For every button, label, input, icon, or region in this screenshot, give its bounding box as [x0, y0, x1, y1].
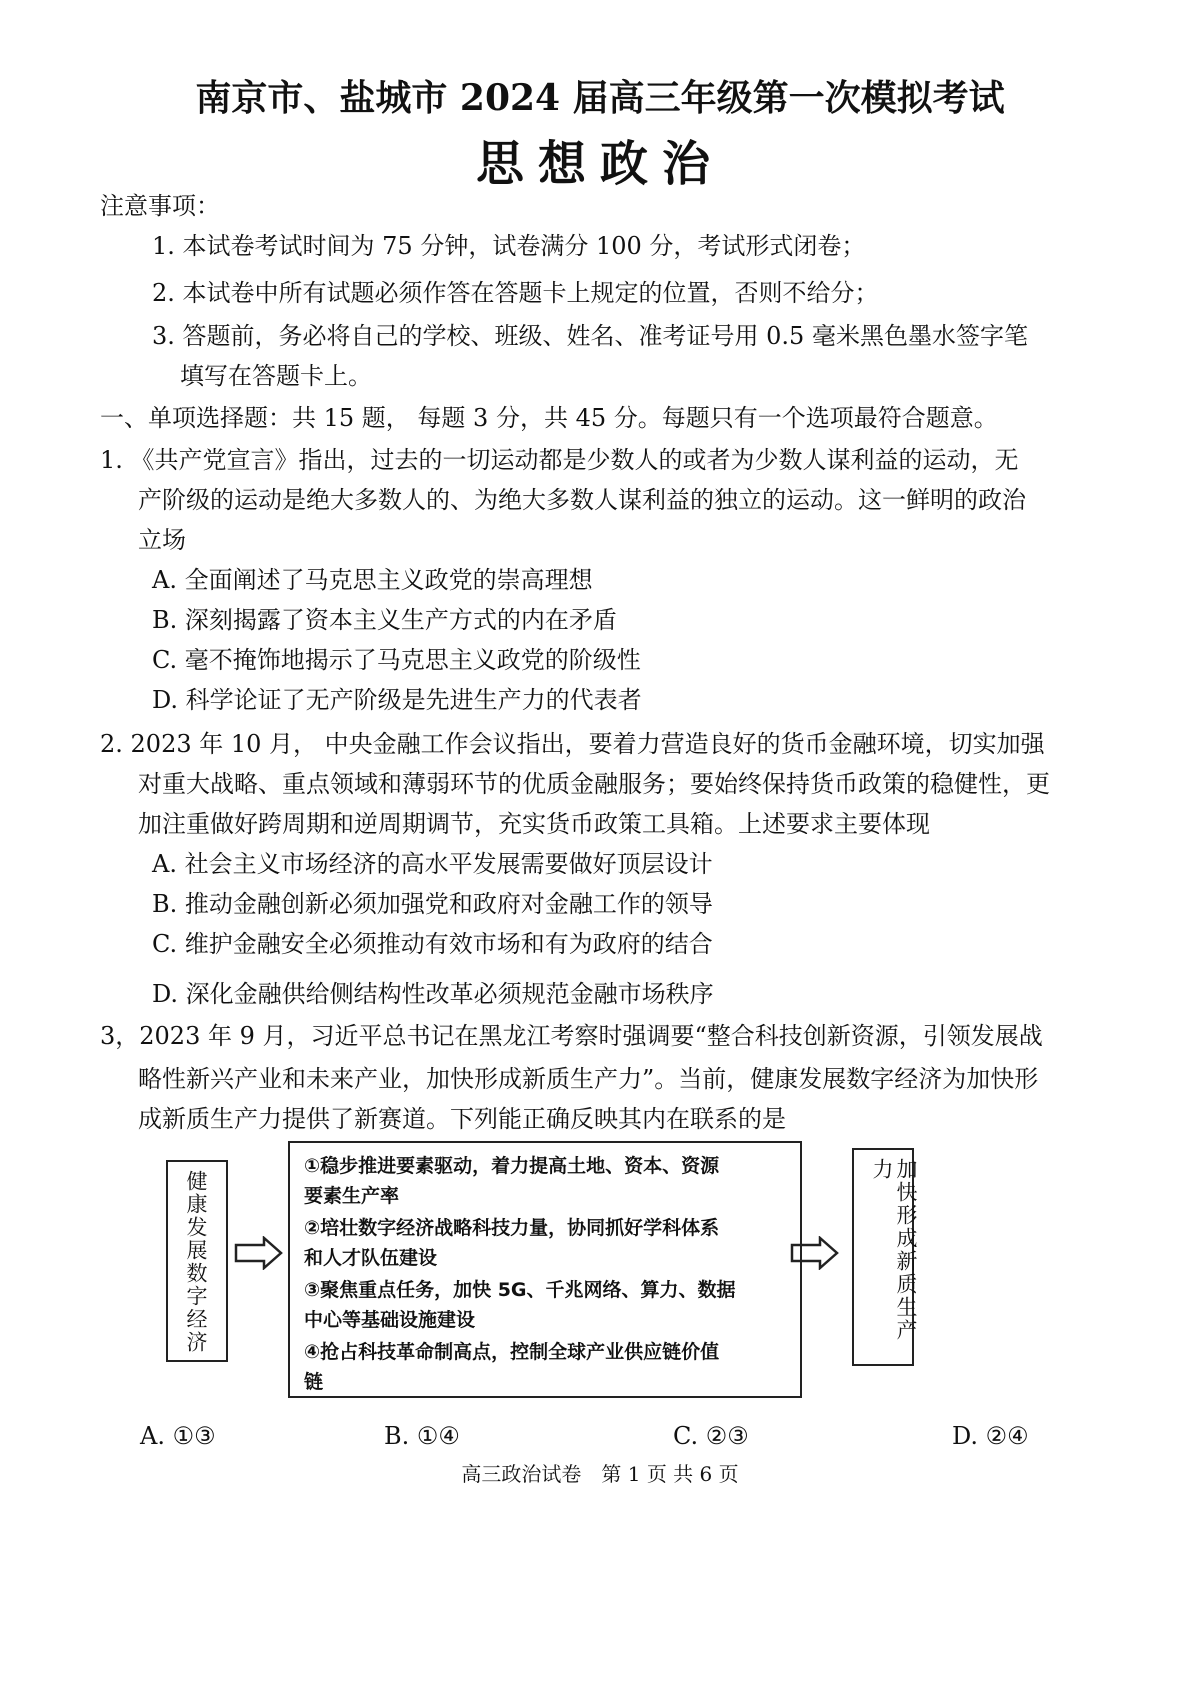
diagram-middle-box: [288, 1141, 802, 1398]
question-3-option-c: C. ②③: [673, 1422, 749, 1450]
question-3-stem: 3，2023 年 9 月，习近平总书记在黑龙江考察时强调要“整合科技创新资源，引领发展战: [100, 1022, 1043, 1050]
notice-item: 1. 本试卷考试时间为 75 分钟，试卷满分 100 分，考试形式闭卷；: [152, 232, 866, 260]
notice-item: 填写在答题卡上。: [180, 362, 372, 390]
diagram-right-text: 加快形成新质生产力: [870, 1158, 918, 1342]
page-footer: 高三政治试卷 第 1 页 共 6 页: [461, 1462, 739, 1486]
diagram-left-box: [166, 1160, 228, 1362]
question-3-option-a: A. ①③: [140, 1422, 216, 1450]
question-1-stem: 产阶级的运动是绝大多数人的、为绝大多数人谋利益的独立的运动。这一鲜明的政治: [138, 486, 1026, 514]
diagram-item-4: ④抢占科技革命制高点，控制全球产业供应链价值: [304, 1341, 720, 1363]
section-heading: 一、单项选择题：共 15 题， 每题 3 分，共 45 分。每题只有一个选项最符合题意。: [100, 404, 998, 432]
arrow-right-icon: [790, 1236, 840, 1270]
diagram-item-3-cont: 中心等基础设施建设: [304, 1309, 476, 1331]
question-1-option-b: B. 深刻揭露了资本主义生产方式的内在矛盾: [152, 606, 617, 634]
notice-item: 3. 答题前，务必将自己的学校、班级、姓名、准考证号用 0.5 毫米黑色墨水签字笔: [152, 322, 1028, 350]
question-1-option-d: D. 科学论证了无产阶级是先进生产力的代表者: [152, 686, 642, 714]
question-3-option-d: D. ②④: [952, 1422, 1029, 1450]
notice-heading: 注意事项：: [100, 192, 220, 220]
exam-title: 南京市、盐城市 2024 届高三年级第一次模拟考试: [195, 77, 1005, 119]
diagram-item-1: ①稳步推进要素驱动，着力提高土地、资本、资源: [304, 1155, 720, 1177]
diagram-item-3: ③聚焦重点任务，加快 5G、千兆网络、算力、数据: [304, 1279, 736, 1301]
question-2-stem: 2. 2023 年 10 月， 中央金融工作会议指出，要着力营造良好的货币金融环境，切实加强: [100, 730, 1045, 758]
diagram-left-text: 健康发展数字经济: [184, 1170, 208, 1354]
question-3-stem: 略性新兴产业和未来产业，加快形成新质生产力”。当前，健康发展数字经济为加快形: [138, 1065, 1039, 1093]
notice-item: 2. 本试卷中所有试题必须作答在答题卡上规定的位置，否则不给分；: [152, 279, 879, 307]
diagram-right-box: [852, 1148, 918, 1366]
question-2-option-c: C. 维护金融安全必须推动有效市场和有为政府的结合: [152, 930, 713, 958]
diagram-item-2-cont: 和人才队伍建设: [304, 1247, 438, 1269]
question-2-option-b: B. 推动金融创新必须加强党和政府对金融工作的领导: [152, 890, 713, 918]
diagram-item-2: ②培壮数字经济战略科技力量，协同抓好学科体系: [304, 1217, 720, 1239]
question-1-stem: 立场: [138, 526, 186, 554]
question-2-stem: 对重大战略、重点领域和薄弱环节的优质金融服务；要始终保持货币政策的稳健性，更: [138, 770, 1050, 798]
question-1-option-c: C. 毫不掩饰地揭示了马克思主义政党的阶级性: [152, 646, 641, 674]
question-1-stem: 1. 《共产党宣言》指出，过去的一切运动都是少数人的或者为少数人谋利益的运动，无: [100, 446, 1019, 474]
question-3-option-b: B. ①④: [384, 1422, 460, 1450]
question-2-option-a: A. 社会主义市场经济的高水平发展需要做好顶层设计: [152, 850, 713, 878]
diagram-item-4-cont: 链: [304, 1371, 324, 1393]
arrow-right-icon: [234, 1236, 284, 1270]
question-2-stem: 加注重做好跨周期和逆周期调节，充实货币政策工具箱。上述要求主要体现: [138, 810, 930, 838]
subject-title: 思想政治: [475, 136, 724, 192]
diagram-item-1-cont: 要素生产率: [304, 1185, 400, 1207]
question-3-stem: 成新质生产力提供了新赛道。下列能正确反映其内在联系的是: [138, 1105, 786, 1133]
question-1-option-a: A. 全面阐述了马克思主义政党的崇高理想: [152, 566, 593, 594]
question-2-option-d: D. 深化金融供给侧结构性改革必须规范金融市场秩序: [152, 980, 714, 1008]
